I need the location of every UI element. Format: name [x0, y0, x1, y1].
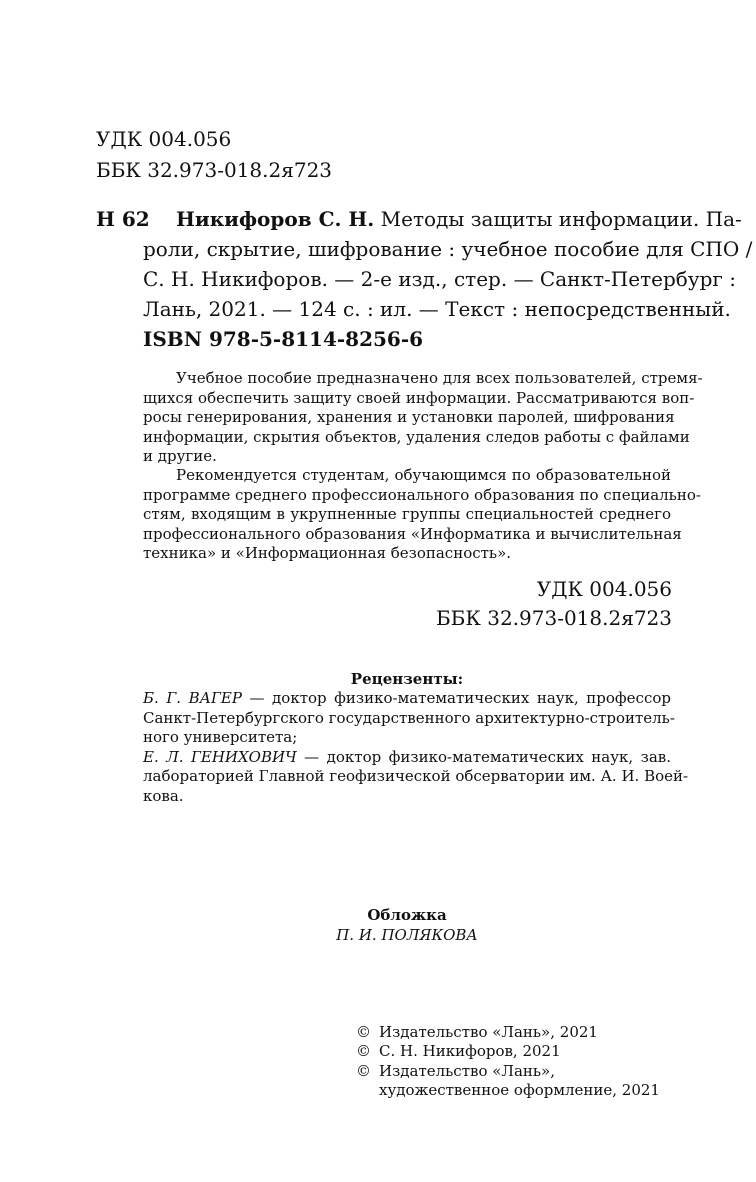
- annotation-line: стям, входящим в укрупненные группы специальностей среднего: [143, 505, 671, 523]
- reviewers-heading: Рецензенты:: [350, 670, 464, 688]
- reviewer-1-line-3: ного университета;: [143, 728, 298, 746]
- reviewer-1-line-1: Б. Г. ВАГЕР — доктор физико-математических наук, профессор: [143, 689, 671, 707]
- copyright-design-1: Издательство «Лань»,: [379, 1062, 556, 1080]
- annotation-line: информации, скрытия объектов, удаления следов работы с файлами: [143, 428, 690, 446]
- udk-right: УДК 004.056: [536, 577, 672, 601]
- copyright-publisher: Издательство «Лань», 2021: [379, 1023, 598, 1041]
- annotation-line: профессионального образования «Информатика и вычислительная: [143, 525, 682, 543]
- bbk-right: ББК 32.973-018.2я723: [435, 606, 672, 630]
- copyright-symbol: ©: [356, 1023, 371, 1041]
- annotation-line: щихся обеспечить защиту своей информации. Рассматриваются воп-: [143, 389, 695, 407]
- entry-title-start: Методы защиты информации. Па-: [380, 207, 742, 231]
- copyright-symbol: ©: [356, 1062, 371, 1080]
- reviewer-2-line-1: Е. Л. ГЕНИХОВИЧ — доктор физико-математических наук, зав.: [143, 748, 671, 766]
- annotation-line: Учебное пособие предназначено для всех пользователей, стремя-: [176, 369, 703, 387]
- reviewer-1-line-2: Санкт-Петербургского государственного архитектурно-строитель-: [143, 709, 675, 727]
- entry-line-2: роли, скрытие, шифрование : учебное пособие для СПО /: [143, 237, 753, 261]
- udk-header: УДК 004.056: [96, 127, 232, 151]
- entry-line-4: Лань, 2021. — 124 с. : ил. — Текст : непосредственный.: [143, 297, 731, 321]
- reviewer-2-line-3: кова.: [143, 787, 184, 805]
- cover-heading: Обложка: [367, 906, 447, 924]
- bbk-header: ББК 32.973-018.2я723: [96, 158, 333, 182]
- reviewer-2-name: Е. Л. ГЕНИХОВИЧ: [143, 748, 297, 766]
- entry-line-1: [176, 204, 742, 234]
- isbn: ISBN 978-5-8114-8256-6: [143, 327, 424, 351]
- reviewer-2-line-2: лабораторией Главной геофизической обсерватории им. А. И. Воей-: [143, 767, 689, 785]
- copyright-design-2: художественное оформление, 2021: [379, 1081, 660, 1099]
- annotation-line: программе среднего профессионального образования по специально-: [143, 486, 701, 504]
- entry-author: Никифоров С. Н.: [176, 207, 375, 231]
- author-mark: Н 62: [96, 207, 150, 231]
- reviewer-1-name: Б. Г. ВАГЕР: [143, 689, 242, 707]
- annotation-line: и другие.: [143, 447, 217, 465]
- annotation-line: Рекомендуется студентам, обучающимся по образовательной: [176, 466, 671, 484]
- annotation-line: росы генерирования, хранения и установки паролей, шифрования: [143, 408, 675, 426]
- copyright-symbol: ©: [356, 1042, 371, 1060]
- annotation-line: техника» и «Информационная безопасность».: [143, 544, 512, 562]
- cover-designer: П. И. ПОЛЯКОВА: [336, 926, 478, 944]
- copyright-author: С. Н. Никифоров, 2021: [379, 1042, 561, 1060]
- entry-line-3: С. Н. Никифоров. — 2-е изд., стер. — Санкт-Петербург :: [143, 267, 736, 291]
